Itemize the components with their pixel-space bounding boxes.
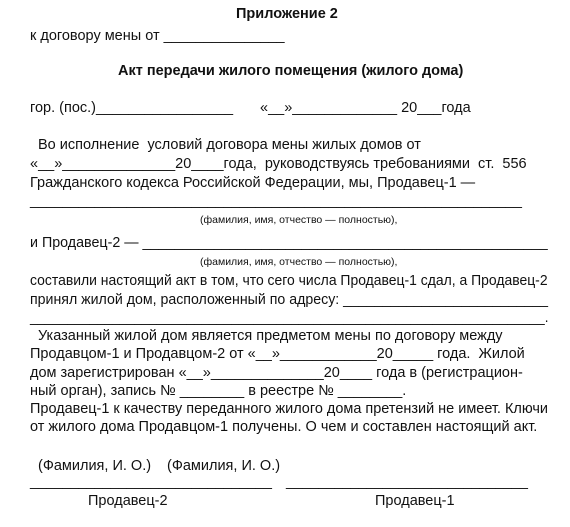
paragraph-4-line-5: Продавец-1 к качеству переданного жилого дома претензий не имеет. Ключи: [30, 401, 548, 417]
paragraph-2-line-1: и Продавец-2 — ___________________________________________________: [30, 235, 548, 251]
signature-label-left: Продавец-2: [88, 493, 168, 509]
paragraph-1-line-1: Во исполнение условий договора мены жилых домов от: [38, 137, 421, 153]
paragraph-4-line-2: Продавцом-1 и Продавцом-2 от «__»____________20_____ года. Жилой: [30, 346, 525, 362]
hint-seller-1: (фамилия, имя, отчество — полностью),: [200, 214, 398, 226]
paragraph-4-line-6: от жилого дома Продавцом-1 получены. О чем и составлен настоящий акт.: [30, 419, 538, 435]
paragraph-1-line-2: «__»______________20____года, руководствуясь требованиями ст. 556: [30, 156, 527, 172]
paragraph-3-line-2: принял жилой дом, расположенный по адресу: __________________________: [30, 292, 548, 308]
paragraph-4-line-1: Указанный жилой дом является предметом мены по договору между: [38, 328, 503, 344]
signature-fio-right: (Фамилия, И. О.): [167, 458, 281, 474]
paragraph-4-line-3: дом зарегистрирован «__»______________20____ года в (регистрацион-: [30, 365, 523, 381]
signature-label-right: Продавец-1: [375, 493, 455, 509]
paragraph-3-line-3: _____________________________________________________________________.: [30, 310, 549, 326]
appendix-title: Приложение 2: [236, 6, 338, 22]
hint-seller-2: (фамилия, имя, отчество — полностью),: [200, 256, 398, 268]
signature-line-left: ______________________________: [30, 474, 272, 490]
date-field: «__»_____________ 20___года: [260, 100, 471, 116]
paragraph-1-line-3: Гражданского кодекса Российской Федерации, мы, Продавец-1 —: [30, 175, 476, 191]
paragraph-4-line-4: ный орган), запись № ________ в реестре № ________.: [30, 383, 407, 399]
act-title: Акт передачи жилого помещения (жилого дома): [118, 63, 464, 79]
signature-line-right: ______________________________: [286, 474, 528, 490]
signature-fio-left: (Фамилия, И. О.): [38, 458, 152, 474]
place-field: гор. (пос.)_________________: [30, 100, 234, 116]
paragraph-3-line-1: составили настоящий акт в том, что сего числа Продавец-1 сдал, а Продавец-2: [30, 273, 548, 289]
paragraph-1-line-4: _____________________________________________________________: [30, 193, 522, 209]
appendix-subtitle: к договору мены от _______________: [30, 28, 285, 44]
